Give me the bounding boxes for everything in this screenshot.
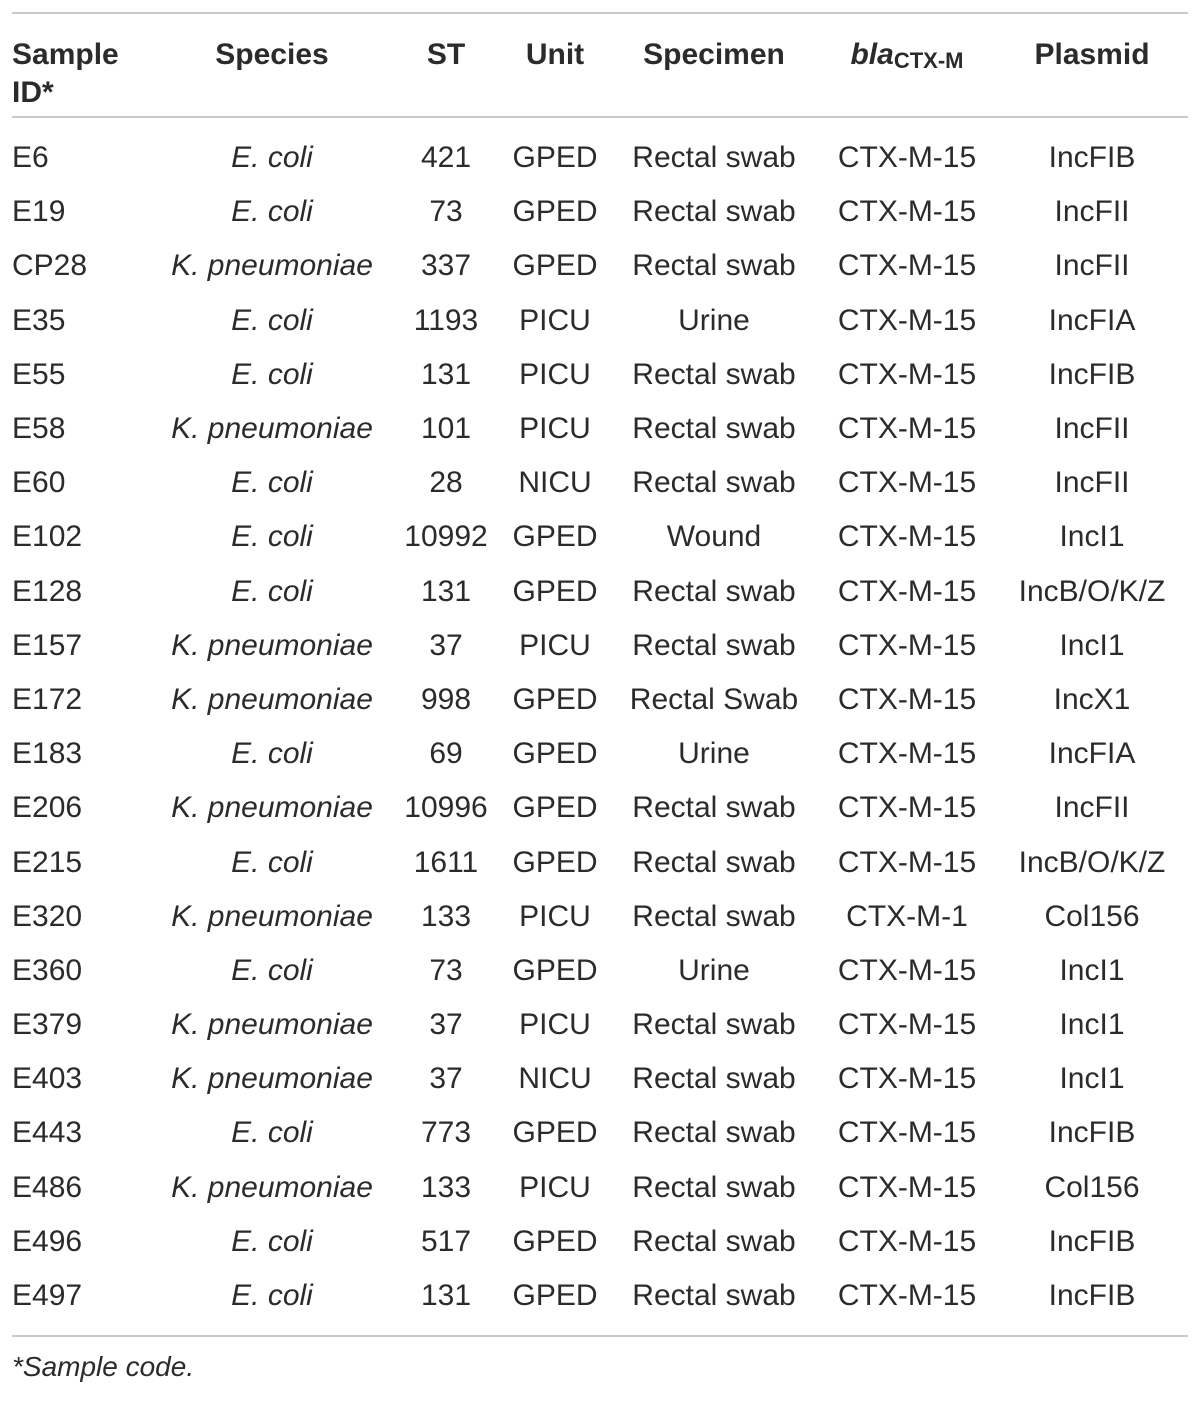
cell-species: K. pneumoniae (171, 682, 373, 716)
cell-specimen: Rectal swab (632, 845, 796, 879)
cell-bla-ctx-m: CTX-M-15 (837, 1116, 977, 1150)
header-sample-id: Sample ID* (12, 38, 119, 109)
header-species: Species (215, 38, 329, 71)
cell-specimen: Urine (678, 953, 750, 987)
cell-unit: GPED (512, 195, 598, 229)
cell-specimen: Rectal swab (632, 466, 796, 500)
cell-bla-ctx-m: CTX-M-15 (837, 953, 977, 987)
cell-st: 131 (420, 1279, 472, 1313)
cell-bla-ctx-m: CTX-M-15 (837, 628, 977, 662)
cell-specimen: Rectal swab (632, 195, 796, 229)
cell-st: 28 (429, 466, 463, 500)
cell-st: 421 (420, 141, 472, 175)
cell-plasmid: Col156 (1044, 1170, 1140, 1204)
cell-bla-ctx-m: CTX-M-15 (837, 1170, 977, 1204)
cell-specimen: Rectal swab (632, 1279, 796, 1313)
cell-plasmid: IncFIB (1048, 1116, 1136, 1150)
cell-sample-id: E128 (12, 574, 83, 608)
cell-species: K. pneumoniae (171, 899, 373, 933)
cell-sample-id: E486 (12, 1170, 83, 1204)
cell-plasmid: IncFIB (1048, 141, 1136, 175)
cell-specimen: Rectal swab (632, 791, 796, 825)
header-bla-subscript: CTX-M (893, 48, 964, 73)
table-row (12, 781, 1188, 835)
table-row (12, 456, 1188, 510)
table-row (12, 510, 1188, 564)
cell-unit: PICU (519, 1170, 591, 1204)
cell-species: E. coli (231, 1279, 313, 1313)
cell-species: E. coli (231, 1116, 313, 1150)
table-row (12, 131, 1188, 185)
cell-species: E. coli (231, 141, 313, 175)
cell-species: E. coli (231, 737, 313, 771)
cell-species: K. pneumoniae (171, 249, 373, 283)
cell-specimen: Rectal swab (632, 357, 796, 391)
cell-bla-ctx-m: CTX-M-15 (837, 357, 977, 391)
cell-plasmid: IncFII (1054, 466, 1130, 500)
table-row (12, 998, 1188, 1052)
cell-st: 133 (420, 899, 472, 933)
table-row (12, 185, 1188, 239)
cell-st: 37 (429, 628, 463, 662)
cell-unit: NICU (518, 1062, 592, 1096)
cell-unit: GPED (512, 737, 598, 771)
header-unit: Unit (525, 38, 585, 71)
header-bla-gene: bla (850, 38, 894, 71)
cell-unit: PICU (519, 899, 591, 933)
cell-bla-ctx-m: CTX-M-15 (837, 1224, 977, 1258)
cell-species: E. coli (231, 466, 313, 500)
cell-sample-id: E60 (12, 466, 66, 500)
cell-sample-id: E379 (12, 1008, 83, 1042)
cell-plasmid: IncI1 (1059, 1062, 1125, 1096)
cell-bla-ctx-m: CTX-M-15 (837, 303, 977, 337)
table-row (12, 727, 1188, 781)
cell-st: 10992 (404, 520, 488, 554)
cell-species: E. coli (231, 303, 313, 337)
cell-plasmid: IncFII (1054, 249, 1130, 283)
cell-plasmid: IncB/O/K/Z (1018, 845, 1166, 879)
cell-specimen: Rectal swab (632, 899, 796, 933)
table-row (12, 1269, 1188, 1323)
cell-specimen: Wound (666, 520, 762, 554)
cell-sample-id: E35 (12, 303, 66, 337)
cell-st: 37 (429, 1062, 463, 1096)
cell-specimen: Rectal swab (632, 249, 796, 283)
cell-sample-id: E102 (12, 520, 83, 554)
cell-unit: GPED (512, 520, 598, 554)
header-st: ST (426, 38, 466, 71)
cell-st: 773 (420, 1116, 472, 1150)
cell-sample-id: E497 (12, 1279, 83, 1313)
cell-st: 73 (429, 195, 463, 229)
cell-plasmid: IncFII (1054, 791, 1130, 825)
cell-bla-ctx-m: CTX-M-15 (837, 141, 977, 175)
cell-plasmid: IncI1 (1059, 1008, 1125, 1042)
cell-unit: GPED (512, 249, 598, 283)
cell-bla-ctx-m: CTX-M-15 (837, 791, 977, 825)
cell-species: E. coli (231, 574, 313, 608)
cell-specimen: Urine (678, 303, 750, 337)
cell-st: 69 (429, 737, 463, 771)
cell-plasmid: IncFII (1054, 195, 1130, 229)
cell-specimen: Rectal swab (632, 141, 796, 175)
cell-specimen: Rectal Swab (629, 682, 799, 716)
cell-st: 10996 (404, 791, 488, 825)
table-row (12, 348, 1188, 402)
cell-species: E. coli (231, 845, 313, 879)
table-footnote: *Sample code. (12, 1351, 195, 1383)
cell-bla-ctx-m: CTX-M-15 (837, 249, 977, 283)
cell-st: 37 (429, 1008, 463, 1042)
table-row (12, 673, 1188, 727)
cell-specimen: Urine (678, 737, 750, 771)
cell-unit: GPED (512, 791, 598, 825)
table-header (12, 14, 1188, 116)
cell-unit: GPED (512, 574, 598, 608)
cell-st: 101 (420, 412, 472, 446)
cell-st: 131 (420, 357, 472, 391)
cell-st: 1193 (413, 303, 479, 337)
table-row (12, 619, 1188, 673)
table-row (12, 565, 1188, 619)
cell-bla-ctx-m: CTX-M-15 (837, 574, 977, 608)
cell-bla-ctx-m: CTX-M-15 (837, 1062, 977, 1096)
cell-sample-id: E157 (12, 628, 83, 662)
cell-specimen: Rectal swab (632, 574, 796, 608)
cell-bla-ctx-m: CTX-M-15 (837, 466, 977, 500)
cell-bla-ctx-m: CTX-M-15 (837, 682, 977, 716)
cell-specimen: Rectal swab (632, 1224, 796, 1258)
cell-unit: PICU (519, 303, 591, 337)
cell-sample-id: E496 (12, 1224, 83, 1258)
cell-sample-id: CP28 (12, 249, 88, 283)
cell-species: K. pneumoniae (171, 1062, 373, 1096)
cell-plasmid: IncFIB (1048, 357, 1136, 391)
cell-sample-id: E206 (12, 791, 83, 825)
cell-plasmid: IncFIB (1048, 1224, 1136, 1258)
table-row (12, 944, 1188, 998)
cell-unit: GPED (512, 1116, 598, 1150)
cell-plasmid: IncFIA (1048, 737, 1136, 771)
cell-bla-ctx-m: CTX-M-15 (837, 737, 977, 771)
table-row (12, 1215, 1188, 1269)
cell-plasmid: IncFII (1054, 412, 1130, 446)
cell-sample-id: E6 (12, 141, 49, 175)
cell-unit: GPED (512, 1224, 598, 1258)
cell-species: K. pneumoniae (171, 628, 373, 662)
cell-st: 131 (420, 574, 472, 608)
cell-species: K. pneumoniae (171, 412, 373, 446)
cell-sample-id: E172 (12, 682, 83, 716)
cell-plasmid: IncX1 (1053, 682, 1131, 716)
table-row (12, 1106, 1188, 1160)
header-plasmid: Plasmid (1034, 38, 1150, 71)
cell-plasmid: IncB/O/K/Z (1018, 574, 1166, 608)
header-specimen: Specimen (643, 38, 785, 71)
cell-unit: GPED (512, 953, 598, 987)
cell-bla-ctx-m: CTX-M-15 (837, 1008, 977, 1042)
cell-specimen: Rectal swab (632, 628, 796, 662)
cell-bla-ctx-m: CTX-M-15 (837, 195, 977, 229)
cell-species: K. pneumoniae (171, 1170, 373, 1204)
cell-bla-ctx-m: CTX-M-15 (837, 1279, 977, 1313)
table-row (12, 1052, 1188, 1106)
cell-st: 133 (420, 1170, 472, 1204)
cell-unit: PICU (519, 412, 591, 446)
table-row (12, 294, 1188, 348)
table-row (12, 890, 1188, 944)
table-page (12, 12, 1188, 1383)
bottom-rule (12, 1335, 1188, 1337)
cell-st: 73 (429, 953, 463, 987)
table-row (12, 835, 1188, 889)
cell-bla-ctx-m: CTX-M-15 (837, 845, 977, 879)
cell-specimen: Rectal swab (632, 1008, 796, 1042)
cell-sample-id: E443 (12, 1116, 83, 1150)
cell-sample-id: E183 (12, 737, 83, 771)
isolates-table (12, 14, 1188, 116)
table-row (12, 1161, 1188, 1215)
cell-species: K. pneumoniae (171, 791, 373, 825)
cell-bla-ctx-m: CTX-M-15 (837, 412, 977, 446)
cell-plasmid: IncI1 (1059, 520, 1125, 554)
cell-species: E. coli (231, 1224, 313, 1258)
cell-specimen: Rectal swab (632, 1116, 796, 1150)
cell-st: 337 (420, 249, 472, 283)
cell-sample-id: E58 (12, 412, 66, 446)
cell-plasmid: IncI1 (1059, 628, 1125, 662)
cell-species: E. coli (231, 195, 313, 229)
cell-sample-id: E19 (12, 195, 66, 229)
cell-sample-id: E215 (12, 845, 83, 879)
header-bla (818, 14, 996, 116)
cell-st: 998 (420, 682, 472, 716)
cell-unit: PICU (519, 357, 591, 391)
cell-unit: GPED (512, 1279, 598, 1313)
cell-sample-id: E55 (12, 357, 66, 391)
cell-plasmid: IncI1 (1059, 953, 1125, 987)
cell-st: 1611 (413, 845, 479, 879)
cell-species: E. coli (231, 953, 313, 987)
cell-st: 517 (420, 1224, 472, 1258)
cell-sample-id: E320 (12, 899, 83, 933)
cell-species: E. coli (231, 357, 313, 391)
cell-specimen: Rectal swab (632, 412, 796, 446)
cell-unit: NICU (518, 466, 592, 500)
cell-unit: PICU (519, 1008, 591, 1042)
cell-unit: PICU (519, 628, 591, 662)
table-row (12, 239, 1188, 293)
cell-sample-id: E403 (12, 1062, 83, 1096)
table-row (12, 402, 1188, 456)
cell-plasmid: IncFIB (1048, 1279, 1136, 1313)
cell-plasmid: Col156 (1044, 899, 1140, 933)
isolates-table-body (12, 131, 1188, 1323)
cell-species: K. pneumoniae (171, 1008, 373, 1042)
cell-specimen: Rectal swab (632, 1062, 796, 1096)
cell-bla-ctx-m: CTX-M-1 (846, 899, 968, 933)
cell-sample-id: E360 (12, 953, 83, 987)
cell-plasmid: IncFIA (1048, 303, 1136, 337)
cell-unit: GPED (512, 845, 598, 879)
cell-specimen: Rectal swab (632, 1170, 796, 1204)
cell-species: E. coli (231, 520, 313, 554)
cell-unit: GPED (512, 682, 598, 716)
cell-unit: GPED (512, 141, 598, 175)
cell-bla-ctx-m: CTX-M-15 (837, 520, 977, 554)
